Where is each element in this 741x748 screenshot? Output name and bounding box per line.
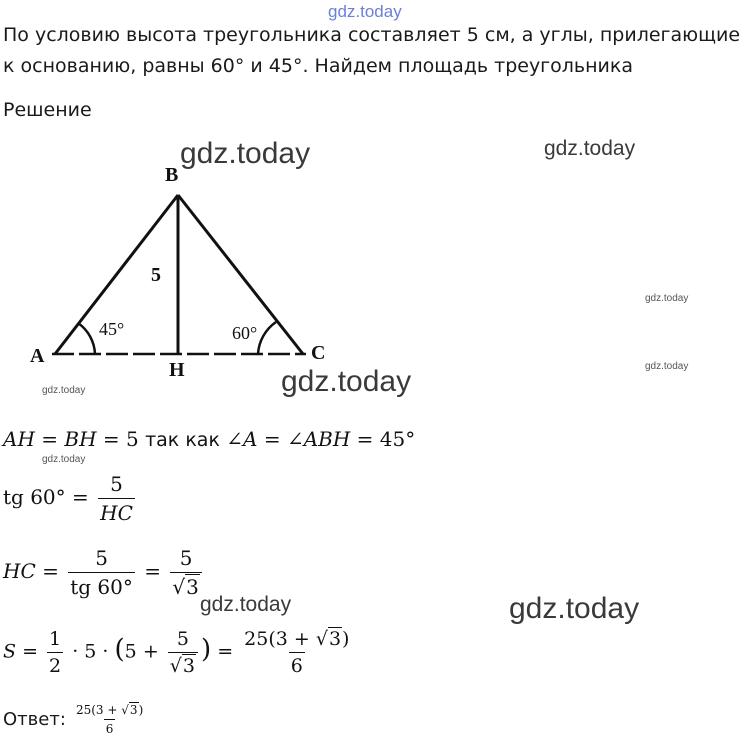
eq4-paren-close: ) xyxy=(200,634,212,665)
watermark: gdz.today xyxy=(645,361,689,372)
eq4-res-num-text: 25(3 + xyxy=(244,628,310,650)
answer-num: 25(3 + √3) xyxy=(75,703,144,717)
eq4-five2: 5 xyxy=(124,640,137,663)
answer xyxy=(3,703,148,736)
equation-1 xyxy=(3,427,415,451)
eq2-den: HC xyxy=(98,498,135,525)
angle-c-label: 60° xyxy=(232,323,258,343)
vertex-b-label: B xyxy=(165,164,179,186)
eq2-num: 5 xyxy=(110,472,123,496)
equation-2 xyxy=(3,472,138,525)
eq4-fraction xyxy=(168,628,198,677)
vertex-c-label: C xyxy=(311,342,326,364)
watermark: gdz.today xyxy=(544,137,636,160)
eq4-half xyxy=(47,628,63,677)
eq3-fraction-2 xyxy=(170,546,201,599)
eq1-eq-d: = xyxy=(356,427,374,451)
answer-root: 3 xyxy=(129,703,138,717)
answer-den: 6 xyxy=(104,719,116,736)
eq2-fraction xyxy=(98,472,135,525)
watermark: gdz.today xyxy=(281,365,412,398)
answer-label: Ответ: xyxy=(3,709,66,730)
eq4-five1: 5 xyxy=(84,640,97,663)
watermark: gdz.today xyxy=(509,592,640,625)
angle-arc-a xyxy=(78,323,95,354)
height-label: 5 xyxy=(151,264,161,286)
eq4-res-root: 3 xyxy=(328,628,342,650)
eq4-frac-den: √3 xyxy=(168,652,198,677)
watermark: gdz.today xyxy=(42,385,86,396)
equation-3 xyxy=(3,546,205,599)
eq3-fraction-1 xyxy=(68,546,135,599)
triangle-figure xyxy=(0,180,340,380)
eq2-lhs: tg 60° xyxy=(3,485,66,509)
eq1-five: 5 xyxy=(126,427,139,451)
watermark: gdz.today xyxy=(42,454,86,465)
eq3-den1: tg 60° xyxy=(68,572,135,599)
eq3-eq2: = xyxy=(144,559,162,583)
equation-4 xyxy=(3,628,354,677)
eq4-plus: + xyxy=(142,640,159,663)
eq4-result xyxy=(242,628,351,677)
eq1-eq-c: = xyxy=(263,427,281,451)
eq4-res-close: ) xyxy=(342,628,350,650)
eq4-half-den: 2 xyxy=(47,652,63,677)
solution-heading: Решение xyxy=(3,99,92,121)
eq4-res-num: 25(3 + √3) xyxy=(244,628,350,650)
problem-text: По условию высота треугольника составляет 5 см, а углы, прилегающие к основанию, равны 60° и 45°. Найдем площадь треугольника xyxy=(3,24,741,77)
answer-num-text: 25(3 + xyxy=(75,703,118,717)
eq1-value: 45° xyxy=(379,427,416,451)
eq1-eq-b: = xyxy=(102,427,120,451)
eq4-frac-den-root: 3 xyxy=(182,655,195,677)
eq4-dot1: · xyxy=(72,640,79,663)
eq4-lhs: S xyxy=(3,640,17,663)
eq3-den2-root: 3 xyxy=(186,575,199,599)
angle-arc-c xyxy=(258,322,276,354)
eq4-frac-num: 5 xyxy=(176,628,189,650)
eq1-text: так как xyxy=(145,429,220,451)
angle-a-label: 45° xyxy=(99,319,125,339)
eq4-eq1: = xyxy=(22,640,38,663)
eq1-angle-a: ∠A xyxy=(226,427,258,451)
eq4-res-den: 6 xyxy=(289,652,305,677)
eq1-eq-a: = xyxy=(41,427,59,451)
eq4-half-num: 1 xyxy=(49,628,62,650)
eq3-eq1: = xyxy=(42,559,59,583)
eq4-paren-open: ( xyxy=(114,634,125,665)
watermark-top: gdz.today xyxy=(328,2,402,21)
eq1-angle-abh: ∠ABH xyxy=(286,427,351,451)
watermark: gdz.today xyxy=(180,137,311,170)
eq1-ah: AH xyxy=(3,427,35,451)
answer-close: ) xyxy=(138,703,144,717)
eq3-den2: √3 xyxy=(170,572,201,599)
eq4-eq2: = xyxy=(217,640,234,663)
eq2-eq: = xyxy=(72,485,89,509)
vertex-a-label: A xyxy=(30,345,45,367)
watermark: gdz.today xyxy=(200,593,292,616)
eq3-num2: 5 xyxy=(179,546,193,570)
vertex-h-label: H xyxy=(169,359,185,381)
eq4-dot2: · xyxy=(102,640,109,663)
answer-fraction xyxy=(74,703,145,736)
eq1-bh: BH xyxy=(64,427,97,451)
watermark: gdz.today xyxy=(645,293,689,304)
eq3-lhs: HC xyxy=(3,559,36,583)
eq3-num1: 5 xyxy=(95,546,108,570)
